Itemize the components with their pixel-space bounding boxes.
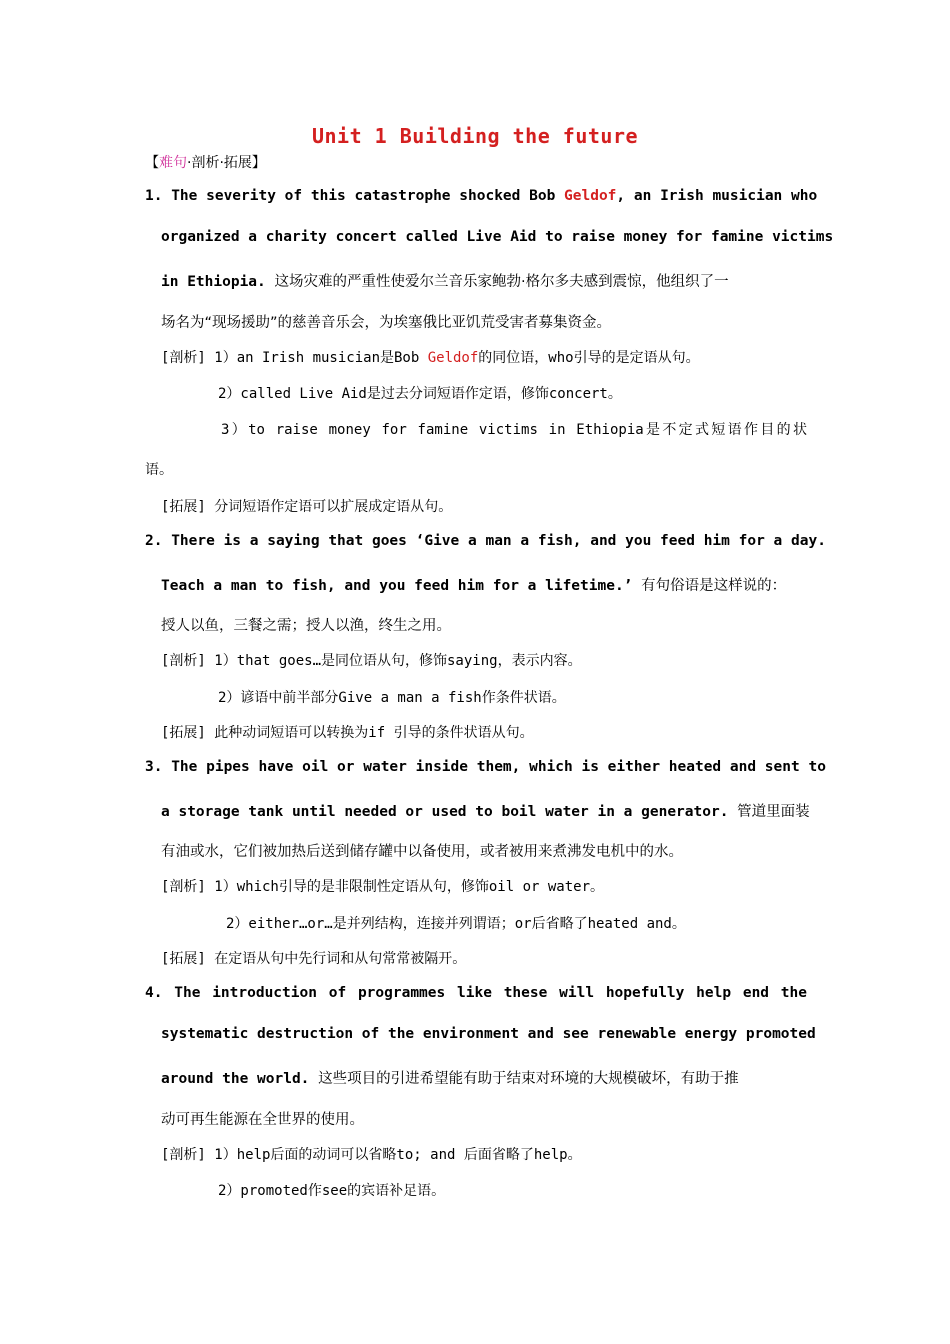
item3-line1: 3. The pipes have oil or water inside them, which is either heated and sent to <box>145 759 826 775</box>
item4-line1: 4. The introduction of programmes like these will hopefully help end the <box>145 985 807 1001</box>
item3-line2-zh: 管道里面装 <box>737 804 810 820</box>
item3-line3: 有油或水，它们被加热后送到储存罐中以备使用，或者被用来煮沸发电机中的水。 <box>161 844 683 860</box>
header-rest: ·剖析·拓展】 <box>187 155 266 171</box>
item3-line2-en: a storage tank until needed or used to boil water in a generator. <box>161 804 738 820</box>
item1-analysis-1-text: [剖析] 1）an Irish musician是Bob <box>161 350 428 366</box>
item1-line3-en: in Ethiopia. <box>161 274 275 290</box>
highlight-geldof-2: Geldof <box>427 350 479 366</box>
item1-line3-zh: 这场灾难的严重性使爱尔兰音乐家鲍勃·格尔多夫感到震惊，他组织了一 <box>274 274 729 290</box>
item3-analysis-1: [剖析] 1）which引导的是非限制性定语从句，修饰oil or water。 <box>161 879 605 895</box>
item4-line3-en: around the world. <box>161 1071 319 1087</box>
item4-line2: systematic destruction of the environment and see renewable energy promoted <box>161 1026 816 1042</box>
item1-analysis-4: 语。 <box>145 462 173 478</box>
item1-line1 <box>145 188 818 204</box>
item2-extension: [拓展] 此种动词短语可以转换为if 引导的条件状语从句。 <box>161 725 534 741</box>
item1-line3 <box>161 270 729 291</box>
header-bracket: 【 <box>145 155 159 171</box>
highlight-geldof: Geldof <box>564 188 617 204</box>
item1-line1-tail: , an Irish musician who <box>616 188 818 204</box>
item2-analysis-1: [剖析] 1）that goes…是同位语从句，修饰saying，表示内容。 <box>161 653 582 669</box>
item4-line3 <box>161 1067 739 1088</box>
item2-line2-en: Teach a man to fish, and you feed him for a lifetime.’ <box>161 578 642 594</box>
item4-line3-zh: 这些项目的引进希望能有助于结束对环境的大规模破坏，有助于推 <box>318 1071 739 1087</box>
item3-extension: [拓展] 在定语从句中先行词和从句常常被隔开。 <box>161 951 467 967</box>
item4-analysis-1: [剖析] 1）help后面的动词可以省略to; and 后面省略了help。 <box>161 1147 582 1163</box>
item4-line4: 动可再生能源在全世界的使用。 <box>161 1112 364 1128</box>
item2-line3: 授人以鱼，三餐之需；授人以渔，终生之用。 <box>161 618 451 634</box>
item1-analysis-3: 3）to raise money for famine victims in Ethiopia是不定式短语作目的状 <box>221 422 807 438</box>
item1-line2: organized a charity concert called Live Aid to raise money for famine victims <box>161 229 834 245</box>
item4-analysis-2: 2）promoted作see的宾语补足语。 <box>218 1183 446 1199</box>
section-header <box>145 152 266 172</box>
item1-analysis-1-tail: 的同位语，who引导的是定语从句。 <box>478 350 700 366</box>
item1-line1-text: 1. The severity of this catastrophe shocked Bob <box>145 188 565 204</box>
item1-analysis-2: 2）called Live Aid是过去分词短语作定语，修饰concert。 <box>218 386 622 402</box>
item3-analysis-2: 2）either…or…是并列结构，连接并列谓语；or后省略了heated and。 <box>226 916 686 932</box>
page-title: Unit 1 Building the future <box>311 124 639 148</box>
header-highlight: 难句 <box>159 155 187 171</box>
item1-analysis-1 <box>161 347 700 367</box>
item1-line4: 场名为“现场援助”的慈善音乐会，为埃塞俄比亚饥荒受害者募集资金。 <box>161 315 612 331</box>
item1-extension: [拓展] 分词短语作定语可以扩展成定语从句。 <box>161 499 453 515</box>
item2-line1: 2. There is a saying that goes ‘Give a man a fish, and you feed him for a day. <box>145 533 826 549</box>
item2-analysis-2: 2）谚语中前半部分Give a man a fish作条件状语。 <box>218 690 566 706</box>
item3-line2 <box>161 800 810 821</box>
item2-line2 <box>161 574 786 595</box>
item2-line2-zh: 有句俗语是这样说的： <box>641 578 787 594</box>
